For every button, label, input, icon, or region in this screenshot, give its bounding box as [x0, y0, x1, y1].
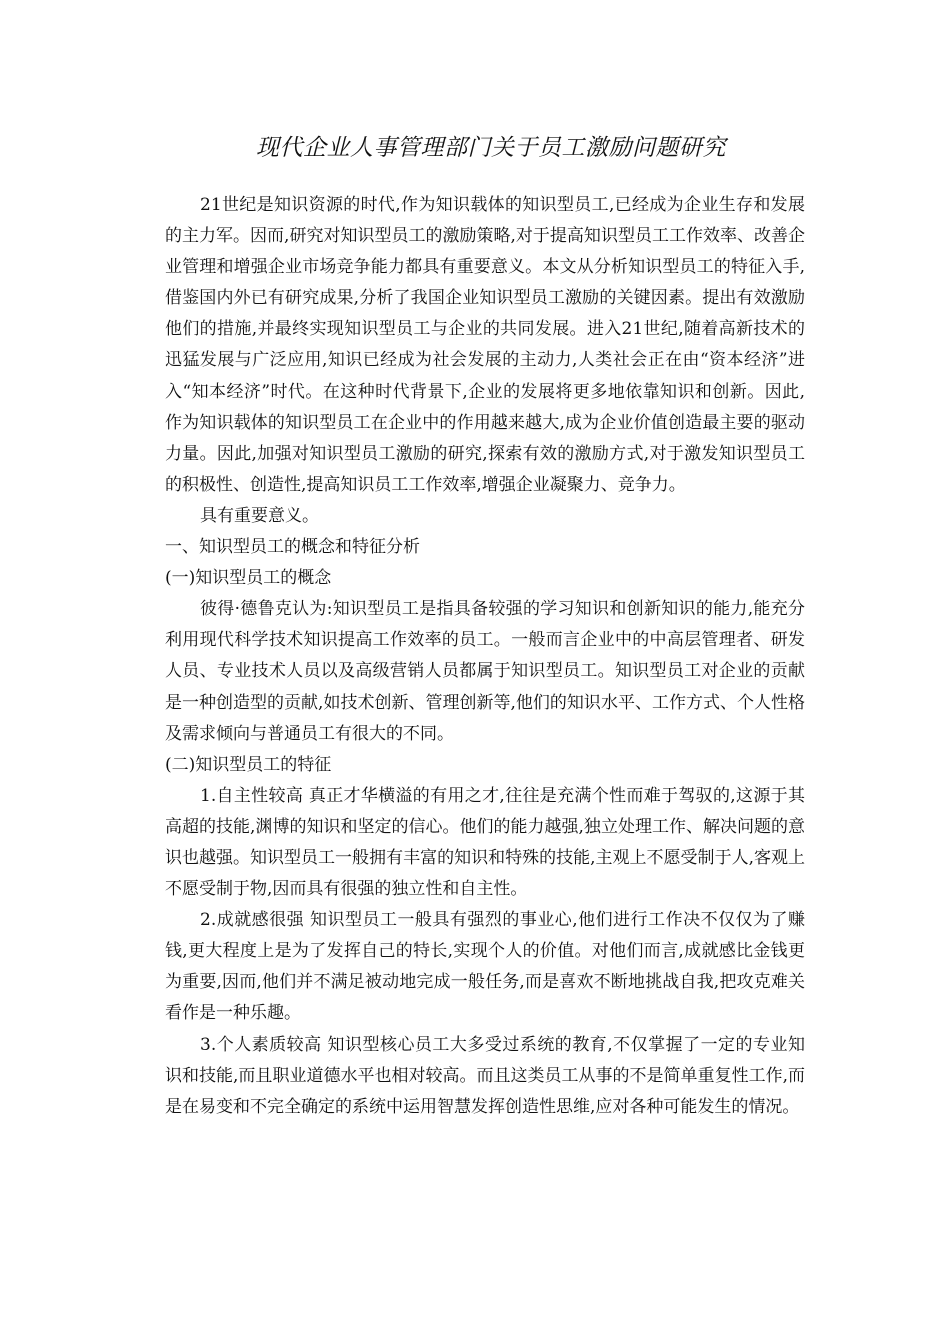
concept-paragraph: 彼得·德鲁克认为:知识型员工是指具备较强的学习知识和创新知识的能力,能充分利用现代科学技术知识提高工作效率的员工。一般而言企业中的中高层管理者、研发人员、专业技术人员以及高级营销人员都属于知识型员工。知识型员工对企业的贡献是一种创造型的贡献,如技术创新、管理创新等,他们的知识水平、工作方式、个人性格及需求倾向与普通员工有很大的不同。	[165, 599, 805, 744]
significance-line: 具有重要意义。	[200, 505, 319, 526]
feature-paragraph-quality: 3.个人素质较高 知识型核心员工大多受过系统的教育,不仅掌握了一定的专业知识和技能,而且职业道德水平也相对较高。而且这类员工从事的不是简单重复性工作,而是在易变和不完全确定的系统中运用智慧发挥创造性思维,应对各种可能发生的情况。	[165, 1034, 805, 1117]
feature-paragraph-achievement: 2.成就感很强 知识型员工一般具有强烈的事业心,他们进行工作决不仅仅为了赚钱,更大程度上是为了发挥自己的特长,实现个人的价值。对他们而言,成就感比金钱更为重要,因而,他们并不满足被动地完成一般任务,而是喜欢不断地挑战自我,把攻克难关看作是一种乐趣。	[165, 910, 805, 1024]
intro-paragraph: 21世纪是知识资源的时代,作为知识载体的知识型员工,已经成为企业生存和发展的主力军。因而,研究对知识型员工的激励策略,对于提高知识型员工工作效率、改善企业管理和增强企业市场竞争能力都具有重要意义。本文从分析知识型员工的特征入手,借鉴国内外已有研究成果,分析了我国企业知识型员工激励的关键因素。提出有效激励他们的措施,并最终实现知识型员工与企业的共同发展。进入21世纪,随着高新技术的迅猛发展与广泛应用,知识已经成为社会发展的主动力,人类社会正在由“资本经济”进入“知本经济”时代。在这种时代背景下,企业的发展将更多地依靠知识和创新。因此,作为知识载体的知识型员工在企业中的作用越来越大,成为企业价值创造最主要的驱动力量。因此,加强对知识型员工激励的研究,探索有效的激励方式,对于激发知识型员工的积极性、创造性,提高知识员工工作效率,增强企业凝聚力、竞争力。	[165, 195, 805, 495]
subsection-heading-features: (二)知识型员工的特征	[165, 754, 332, 775]
document-title: 现代企业人事管理部门关于员工激励问题研究	[256, 135, 726, 161]
feature-paragraph-autonomy: 1.自主性较高 真正才华横溢的有用之才,往往是充满个性而难于驾驭的,这源于其高超的技能,渊博的知识和坚定的信心。他们的能力越强,独立处理工作、解决问题的意识也越强。知识型员工一般拥有丰富的知识和特殊的技能,主观上不愿受制于人,客观上不愿受制于物,因而具有很强的独立性和自主性。	[165, 785, 805, 900]
subsection-heading-concept: (一)知识型员工的概念	[165, 568, 332, 589]
section-heading-1: 一、知识型员工的概念和特征分析	[165, 537, 420, 558]
document-page	[165, 128, 805, 1123]
